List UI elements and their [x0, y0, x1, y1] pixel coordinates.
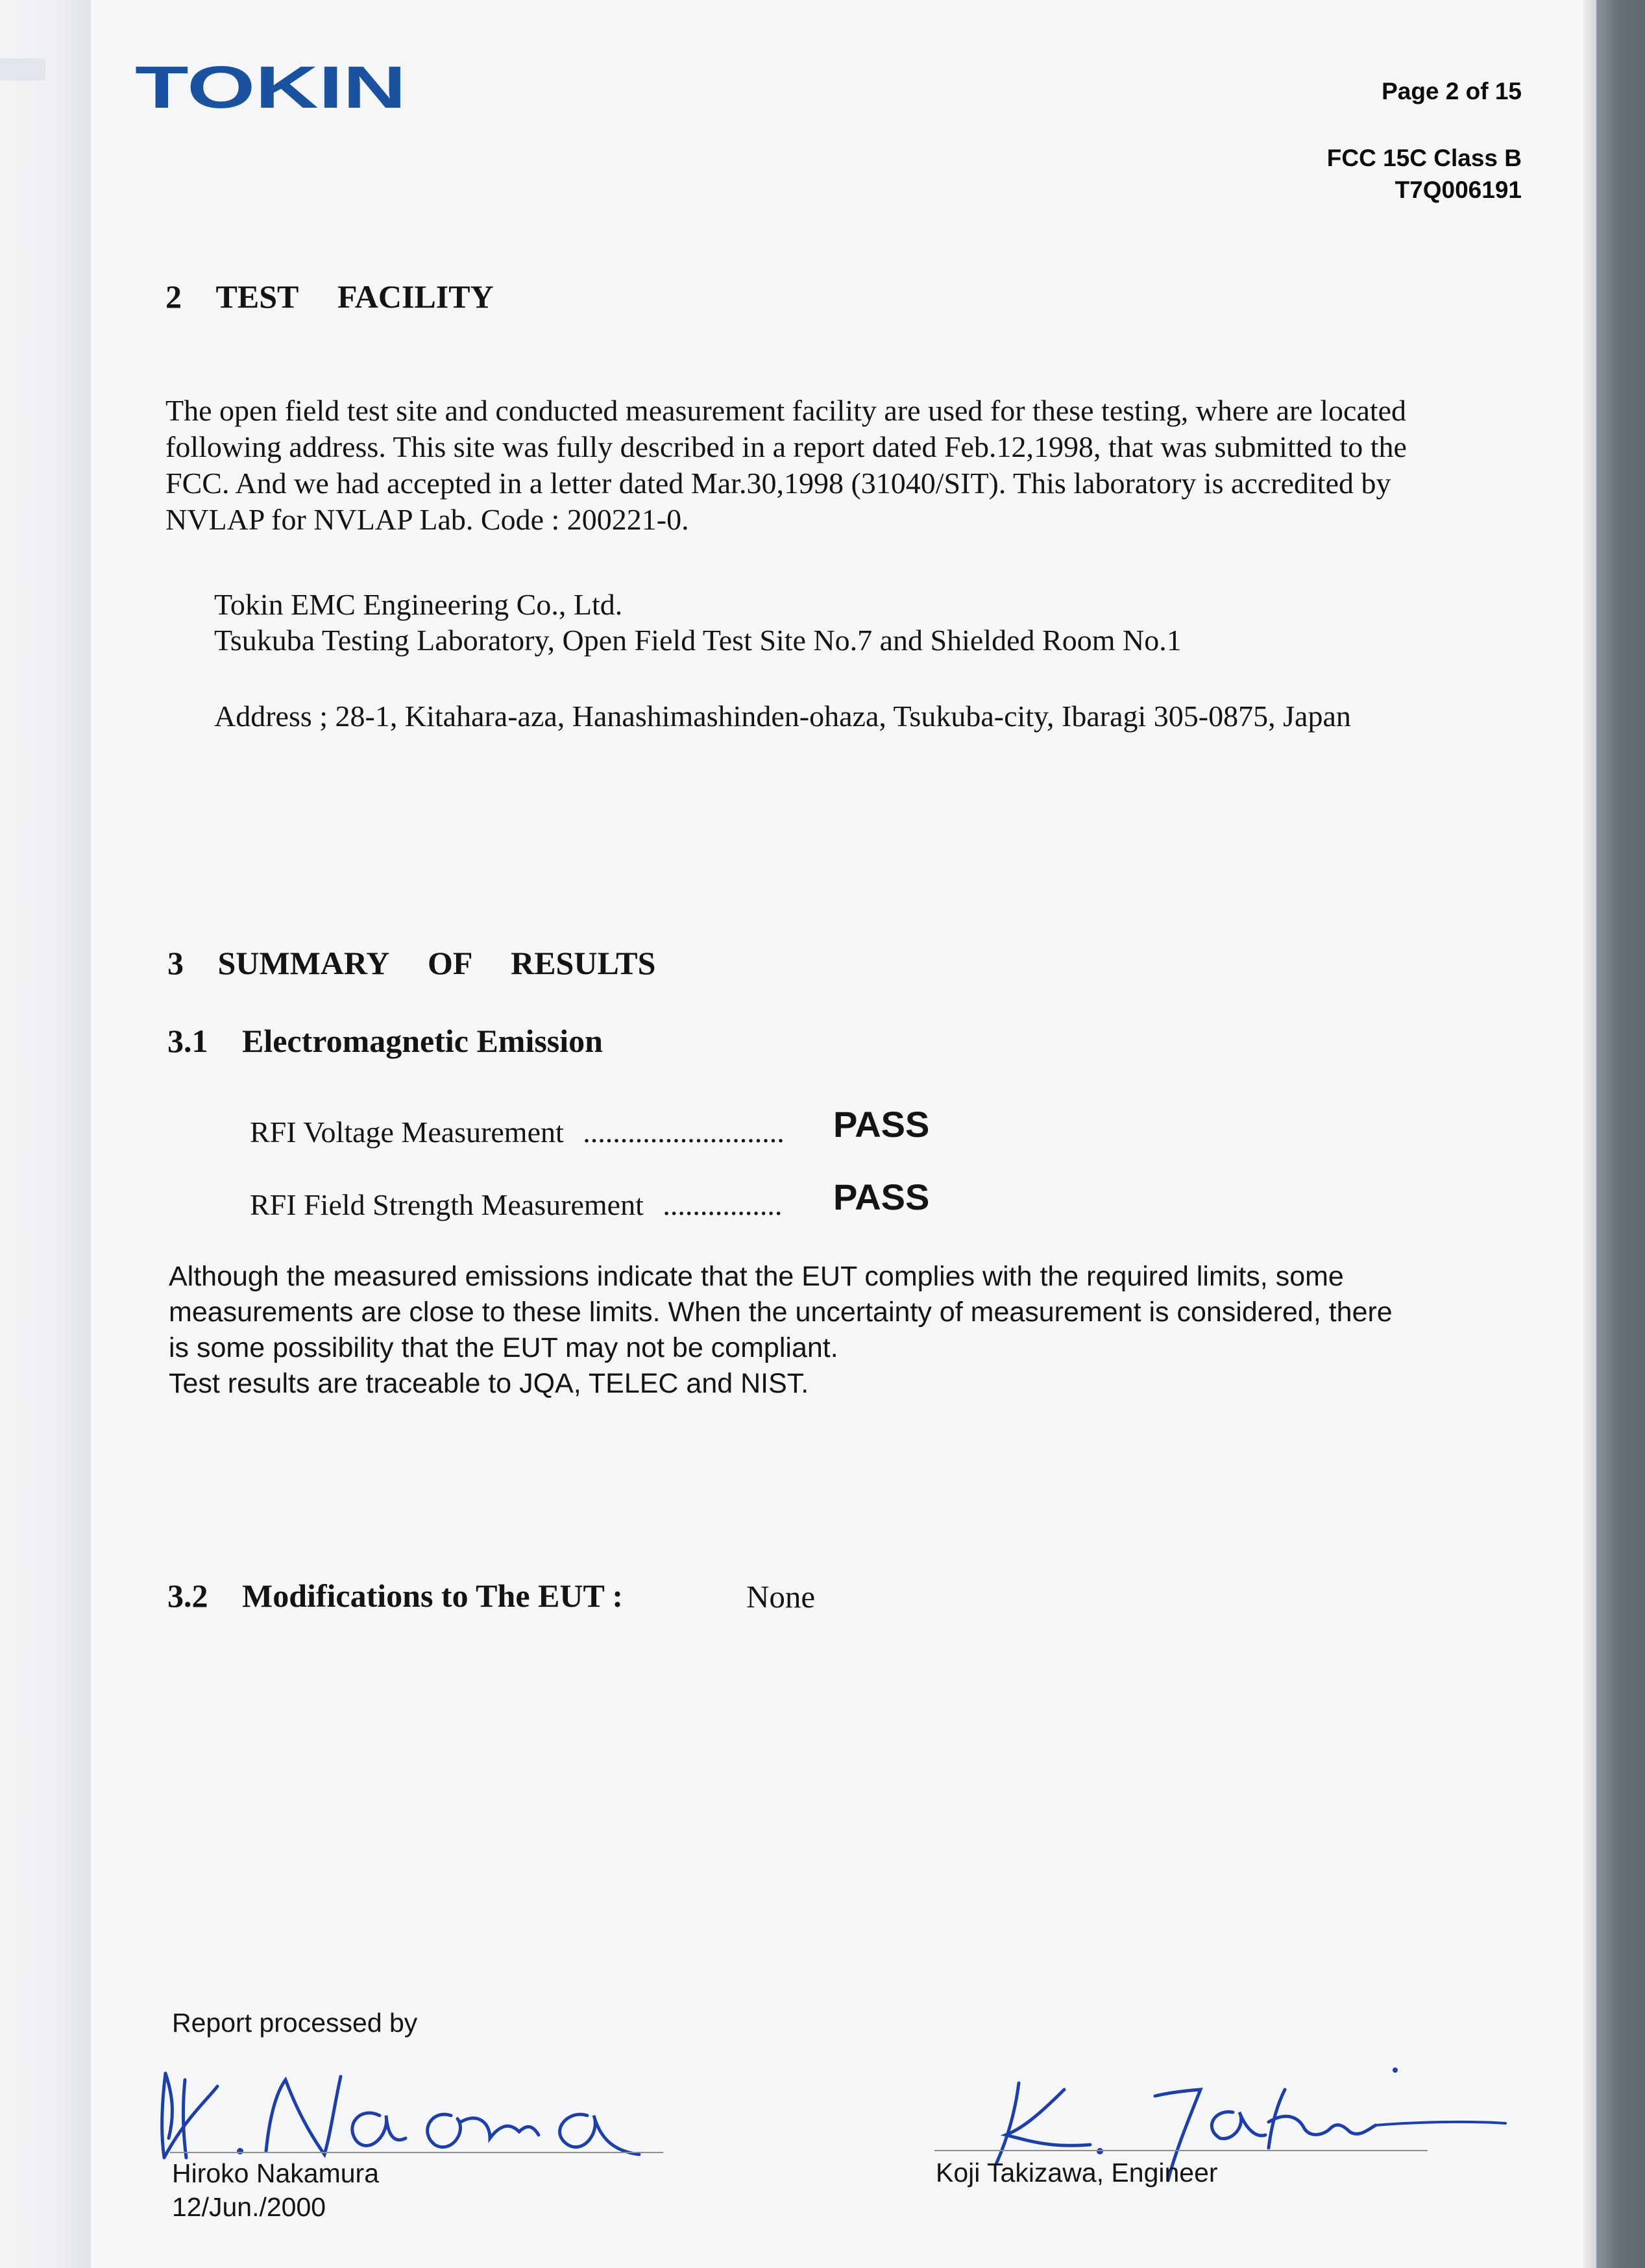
section-3-1-title: Electromagnetic Emission	[242, 1023, 603, 1059]
processor-date: 12/Jun./2000	[172, 2192, 326, 2222]
section-3-word: OF	[428, 945, 472, 981]
section-3-word: SUMMARY	[217, 945, 389, 981]
modifications-value: None	[746, 1579, 816, 1615]
section-3-2-title: Modifications to The EUT :	[242, 1578, 624, 1614]
result-pass: PASS	[833, 1177, 930, 1217]
lab-address: Address ; 28-1, Kitahara-aza, Hanashimashinden-ohaza, Tsukuba-city, Ibaragi 305-0875, Japan	[214, 700, 1351, 733]
result-row	[250, 1188, 782, 1222]
note-line: Although the measured emissions indicate that the EUT complies with the required limits, some	[169, 1261, 1344, 1292]
paragraph-line: The open field test site and conducted measurement facility are used for these testing, where are located	[165, 394, 1407, 427]
result-label: RFI Voltage Measurement	[250, 1116, 564, 1149]
note-line: measurements are close to these limits. When the uncertainty of measurement is considered, there	[169, 1297, 1393, 1328]
section-3-1-number: 3.1	[167, 1023, 208, 1059]
scan-edge-mark	[0, 58, 45, 80]
section-3-1-heading	[167, 1022, 603, 1060]
signature-line	[934, 2150, 1428, 2151]
section-2-title-2: FACILITY	[337, 278, 494, 315]
facility-paragraph	[165, 393, 1522, 538]
result-dots: ................	[663, 1188, 783, 1221]
paragraph-line: NVLAP for NVLAP Lab. Code : 200221-0.	[165, 503, 689, 536]
note-line: Test results are traceable to JQA, TELEC and NIST.	[169, 1368, 809, 1399]
engineer-name: Koji Takizawa, Engineer	[936, 2158, 1218, 2188]
page-edge	[1583, 0, 1598, 2268]
section-3-heading	[167, 944, 655, 982]
section-2-heading	[165, 278, 494, 315]
signature-line	[170, 2152, 663, 2153]
section-2-number: 2	[165, 278, 182, 315]
processor-name: Hiroko Nakamura	[172, 2158, 379, 2188]
lab-name: Tsukuba Testing Laboratory, Open Field Test Site No.7 and Shielded Room No.1	[214, 624, 1182, 657]
result-label: RFI Field Strength Measurement	[250, 1188, 644, 1221]
tokin-logo	[135, 57, 408, 116]
processed-by-label: Report processed by	[172, 2008, 418, 2038]
scan-right-shadow	[1596, 0, 1645, 2268]
section-3-number: 3	[167, 945, 184, 981]
page-number: Page 2 of 15	[1382, 78, 1522, 104]
logo-text: TOKIN	[135, 57, 406, 116]
section-3-2-number: 3.2	[167, 1578, 208, 1614]
result-row	[250, 1115, 785, 1149]
section-2-title: TEST	[215, 278, 299, 315]
scan-left-margin	[0, 0, 91, 2268]
section-3-2-heading	[167, 1577, 623, 1615]
standard-label: FCC 15C Class B	[1326, 145, 1522, 171]
result-pass: PASS	[833, 1104, 930, 1145]
paragraph-line: following address. This site was fully described in a report dated Feb.12,1998, that was submitted to the	[165, 430, 1407, 463]
section-3-word: RESULTS	[511, 945, 656, 981]
note-line: is some possibility that the EUT may not be compliant.	[169, 1332, 838, 1363]
company-name: Tokin EMC Engineering Co., Ltd.	[214, 588, 623, 621]
paragraph-line: FCC. And we had accepted in a letter dated Mar.30,1998 (31040/SIT). This laboratory is accredited by	[165, 467, 1391, 500]
compliance-note	[169, 1259, 1393, 1402]
report-code: T7Q006191	[1395, 177, 1522, 203]
result-dots: ...........................	[583, 1116, 785, 1149]
